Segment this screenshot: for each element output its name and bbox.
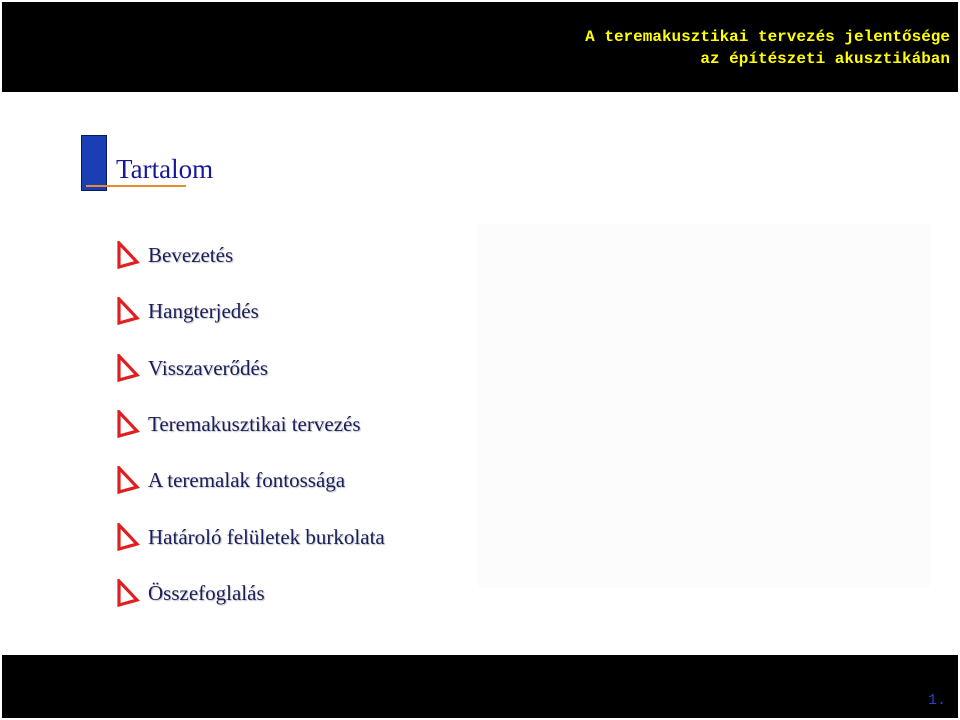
toc-item-label: Összefoglalás bbox=[148, 580, 265, 605]
toc-item-teremakusztikai-tervezes[interactable] bbox=[116, 396, 385, 452]
toc-item-teremalak-fontossaga[interactable] bbox=[116, 452, 385, 508]
red-triangle-outline-icon bbox=[116, 297, 140, 325]
red-triangle-outline-icon bbox=[116, 466, 140, 494]
toc-item-hangterjedes[interactable] bbox=[116, 283, 385, 339]
section-title: Tartalom bbox=[116, 154, 214, 184]
red-triangle-outline-icon bbox=[116, 410, 140, 438]
toc-item-label: Hangterjedés bbox=[148, 299, 259, 324]
header-bar bbox=[2, 2, 958, 92]
toc-item-visszaverodes[interactable] bbox=[116, 340, 385, 396]
toc-item-label: A teremalak fontossága bbox=[148, 468, 346, 493]
toc-item-label: Teremakusztikai tervezés bbox=[148, 412, 361, 437]
red-triangle-outline-icon bbox=[116, 523, 140, 551]
toc-item-label: Visszaverődés bbox=[148, 355, 269, 380]
section-underline bbox=[86, 185, 186, 187]
page-number: 1. bbox=[927, 692, 946, 709]
header-title bbox=[585, 26, 950, 70]
section-marker bbox=[81, 135, 107, 191]
toc-item-osszefoglalas[interactable] bbox=[116, 565, 385, 621]
footer-bar bbox=[2, 655, 958, 718]
toc-item-label: Bevezetés bbox=[148, 243, 234, 268]
toc-item-label: Határoló felületek burkolata bbox=[148, 524, 385, 549]
red-triangle-outline-icon bbox=[116, 241, 140, 269]
image-area bbox=[478, 224, 930, 588]
red-triangle-outline-icon bbox=[116, 579, 140, 607]
header-title-line-1: A teremakusztikai tervezés jelentősége bbox=[585, 28, 950, 46]
toc-item-hatarolo-feluletek-burkolata[interactable] bbox=[116, 508, 385, 564]
red-triangle-outline-icon bbox=[116, 354, 140, 382]
toc-item-bevezetes[interactable] bbox=[116, 227, 385, 283]
header-title-line-2: az építészeti akusztikában bbox=[700, 50, 950, 68]
table-of-contents bbox=[116, 227, 385, 621]
